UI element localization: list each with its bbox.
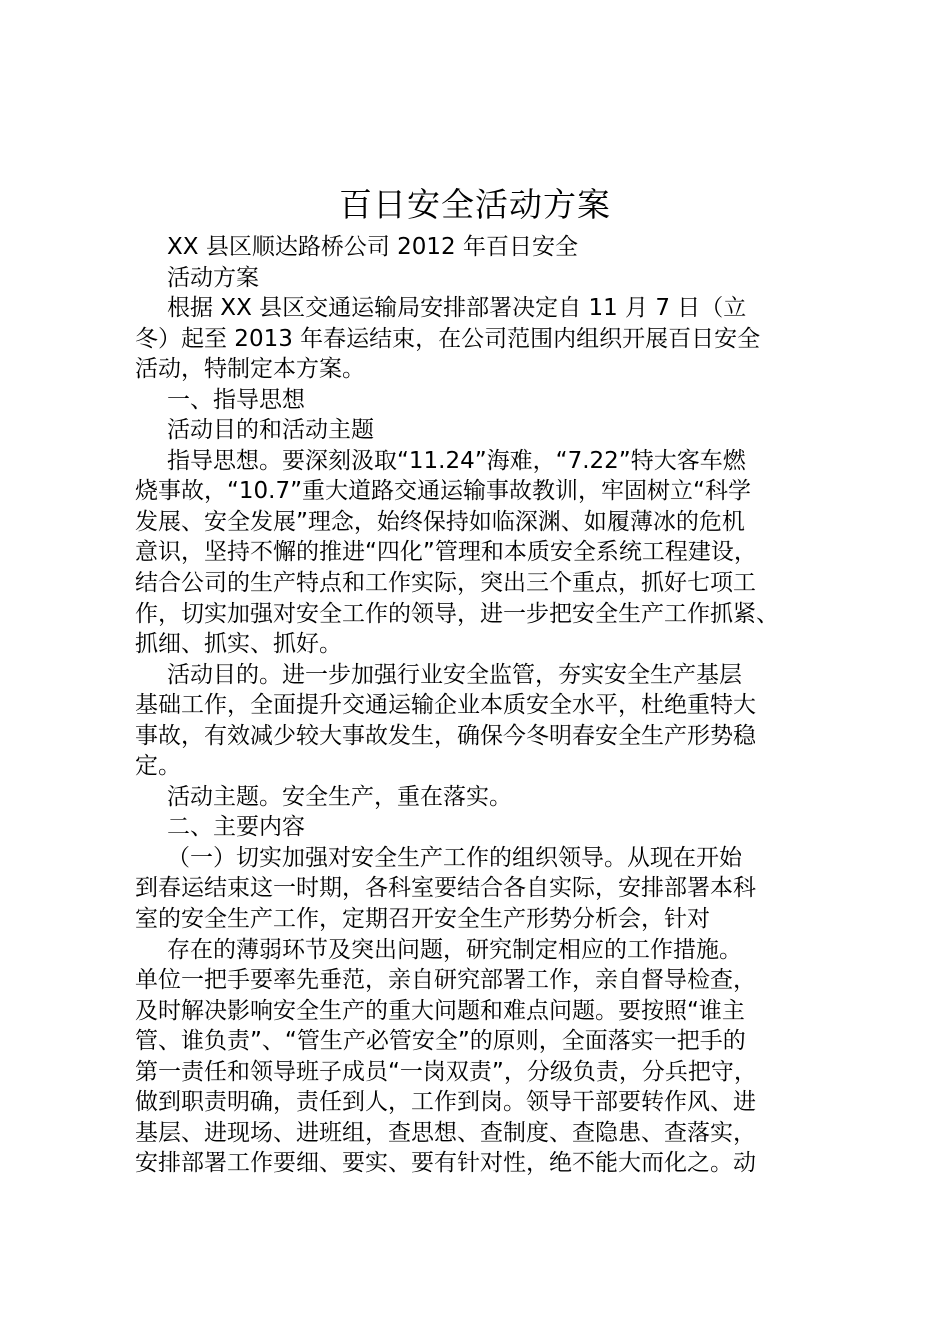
paragraph-line: 烧事故，“10.7”重大道路交通运输事故教训，牢固树立“科学: [135, 478, 751, 505]
paragraph-line: 结合公司的生产特点和工作实际，突出三个重点，抓好七项工: [135, 570, 756, 597]
paragraph-line: 存在的薄弱环节及突出问题，研究制定相应的工作措施。: [167, 936, 742, 963]
paragraph-line: 意识，坚持不懈的推进“四化”管理和本质安全系统工程建设，: [135, 539, 757, 566]
paragraph-line: 活动目的和活动主题: [167, 417, 374, 444]
document-body: [135, 232, 840, 1179]
paragraph-line: 基础工作，全面提升交通运输企业本质安全水平，杜绝重特大: [135, 692, 756, 719]
paragraph-line: 基层、进现场、进班组，查思想、查制度、查隐患、查落实，: [135, 1119, 756, 1146]
paragraph-line: 指导思想。要深刻汲取“11.24”海难，“7.22”特大客车燃: [167, 447, 746, 474]
paragraph-line: 活动主题。安全生产，重在落实。: [167, 783, 512, 810]
paragraph-line: 活动方案: [167, 264, 259, 291]
paragraph-line: 活动目的。进一步加强行业安全监管，夯实安全生产基层: [167, 661, 742, 688]
paragraph-line: 单位一把手要率先垂范，亲自研究部署工作，亲自督导检查，: [135, 967, 756, 994]
paragraph-line: XX 县区顺达路桥公司 2012 年百日安全: [167, 234, 578, 260]
section-heading: 一、指导思想: [167, 386, 305, 413]
paragraph-line: 及时解决影响安全生产的重大问题和难点问题。要按照“谁主: [135, 997, 745, 1024]
paragraph-line: 安排部署工作要细、要实、要有针对性，绝不能大而化之。动: [135, 1150, 756, 1177]
paragraph-line: 活动，特制定本方案。: [135, 356, 365, 383]
paragraph-line: 管、谁负责”、“管生产必管安全”的原则，全面落实一把手的: [135, 1028, 746, 1055]
paragraph-line: 作，切实加强对安全工作的领导，进一步把安全生产工作抓紧、: [135, 600, 779, 627]
paragraph-line: 室的安全生产工作，定期召开安全生产形势分析会，针对: [135, 906, 710, 933]
document-title: 百日安全活动方案: [339, 185, 611, 224]
paragraph-line: 根据 XX 县区交通运输局安排部署决定自 11 月 7 日（立: [167, 295, 747, 322]
paragraph-line: 定。: [135, 753, 181, 780]
paragraph-line: 第一责任和领导班子成员“一岗双责”，分级负责，分兵把守，: [135, 1058, 757, 1085]
paragraph-line: 到春运结束这一时期，各科室要结合各自实际，安排部署本科: [135, 875, 756, 902]
paragraph-line: 做到职责明确，责任到人，工作到岗。领导干部要转作风、进: [135, 1089, 756, 1116]
paragraph-line: 抓细、抓实、抓好。: [135, 631, 342, 658]
paragraph-line: （一）切实加强对安全生产工作的组织领导。从现在开始: [167, 844, 742, 871]
paragraph-line: 发展、安全发展”理念，始终保持如临深渊、如履薄冰的危机: [135, 508, 745, 535]
paragraph-line: 事故，有效减少较大事故发生，确保今冬明春安全生产形势稳: [135, 722, 756, 749]
section-heading: 二、主要内容: [167, 814, 305, 841]
paragraph-line: 冬）起至 2013 年春运结束，在公司范围内组织开展百日安全: [135, 325, 761, 352]
